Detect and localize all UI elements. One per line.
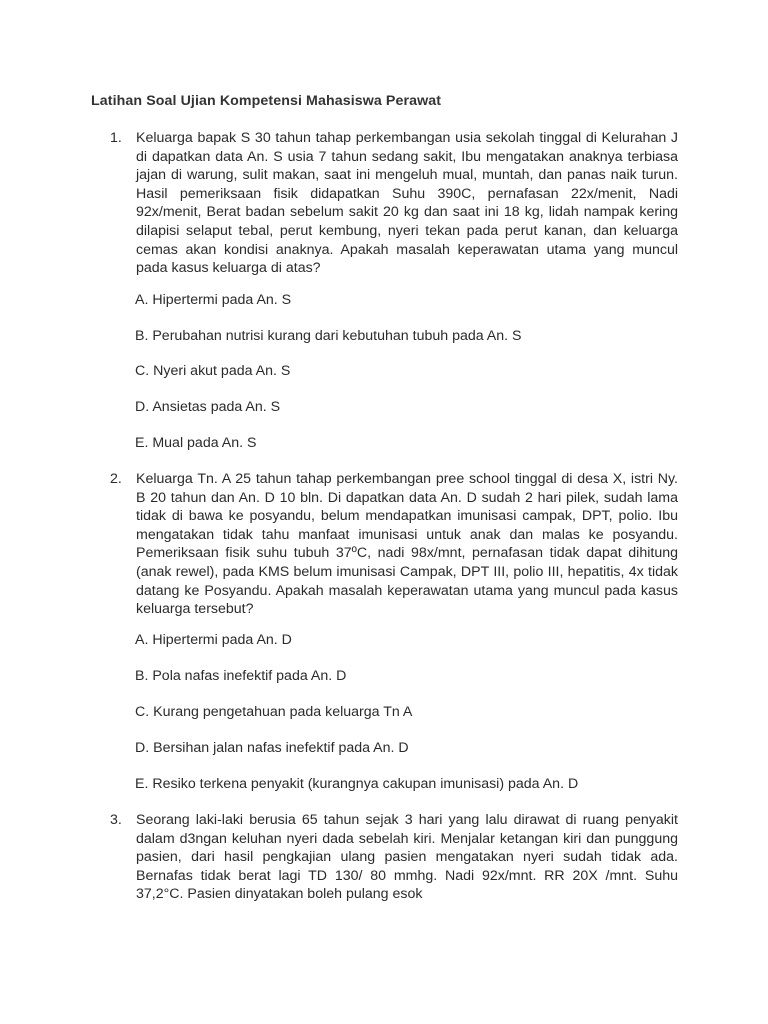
answer-option-c: C. Kurang pengetahuan pada keluarga Tn A [135, 704, 413, 720]
answer-option-d: D. Ansietas pada An. S [135, 399, 281, 415]
question-text: Keluarga Tn. A 25 tahun tahap perkembangan pree school tinggal di desa X, istri Ny. B 20 tahun dan An. D 10 bln. Di dapatkan data An. D sudah 2 hari pilek, sudah lama tidak di bawa ke posyandu, belum mendapatkan imunisasi campak, DPT, polio. Ibu mengatakan tidak tahu manfaat imunisasi untuk anak dan malas ke posyandu. Pemeriksaan fisik suhu tubuh 37ºC, nadi 98x/mnt, pernafasan tidak dapat dihitung (anak rewel), pada KMS belum imunisasi Campak, DPT III, polio III, hepatitis, 4x tidak datang ke Posyandu. Apakah masalah keperawatan utama yang muncul pada kasus keluarga tersebut? [136, 471, 678, 618]
document-title: Latihan Soal Ujian Kompetensi Mahasiswa Perawat [91, 93, 442, 109]
answer-option-d: D. Bersihan jalan nafas inefektif pada An. D [135, 740, 409, 756]
answer-option-c: C. Nyeri akut pada An. S [135, 363, 291, 379]
question-number: 2. [110, 471, 122, 487]
answer-option-b: B. Pola nafas inefektif pada An. D [135, 668, 347, 684]
answer-option-a: A. Hipertermi pada An. D [135, 632, 292, 648]
question-number: 1. [110, 130, 122, 146]
question-text: Seorang laki-laki berusia 65 tahun sejak 3 hari yang lalu dirawat di ruang penyakit dalam d3ngan keluhan nyeri dada sebelah kiri. Menjalar ketangan kiri dan punggung pasien, dari hasil pengkajian ulang pasien mengatakan nyeri sudah tidak ada. Bernafas tidak berat lagi TD 130/ 80 mmhg. Nadi 92x/mnt. RR 20X /mnt. Suhu 37,2°C. Pasien dinyatakan boleh pulang esok [136, 812, 678, 903]
answer-option-a: A. Hipertermi pada An. S [135, 292, 292, 308]
answer-option-e: E. Resiko terkena penyakit (kurangnya cakupan imunisasi) pada An. D [135, 776, 579, 792]
question-number: 3. [110, 812, 122, 828]
question-text: Keluarga bapak S 30 tahun tahap perkembangan usia sekolah tinggal di Kelurahan J di dapatkan data An. S usia 7 tahun sedang sakit, Ibu mengatakan anaknya terbiasa jajan di warung, sulit makan, saat ini mengeluh mual, muntah, dan panas naik turun. Hasil pemeriksaan fisik didapatkan Suhu 390C, pernafasan 22x/menit, Nadi 92x/menit, Berat badan sebelum sakit 20 kg dan saat ini 18 kg, lidah nampak kering dilapisi selaput tebal, perut kembung, nyeri tekan pada perut kanan, dan keluarga cemas akan kondisi anaknya. Apakah masalah keperawatan utama yang muncul pada kasus keluarga di atas? [136, 130, 678, 277]
answer-option-b: B. Perubahan nutrisi kurang dari kebutuhan tubuh pada An. S [135, 328, 522, 344]
answer-option-e: E. Mual pada An. S [135, 435, 257, 451]
